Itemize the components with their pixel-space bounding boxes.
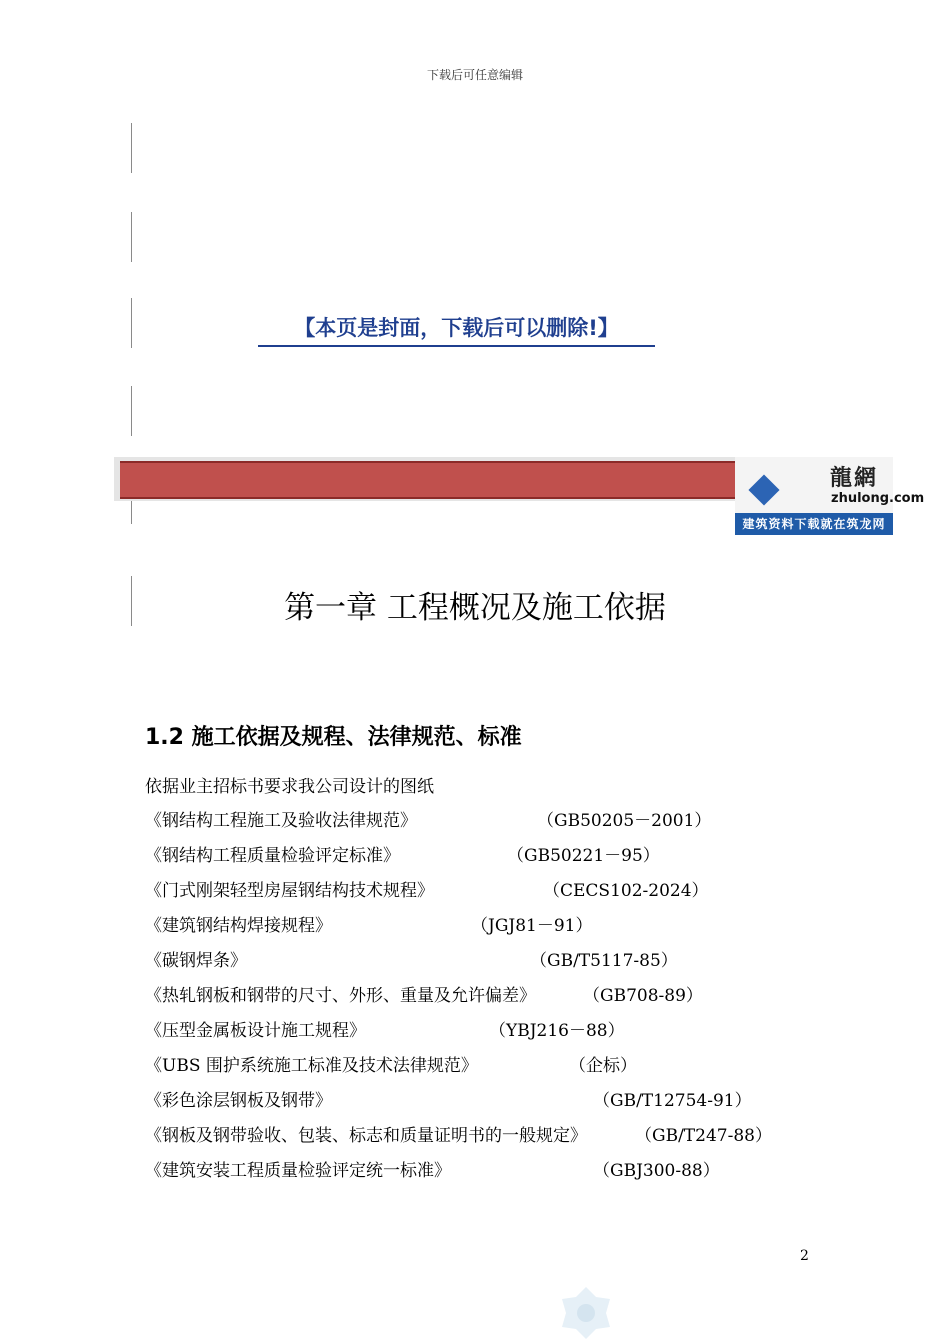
watermark-snowflake-icon xyxy=(558,1285,614,1341)
reference-code: （GBJ300-88） xyxy=(593,1161,720,1181)
reference-title: 《门式刚架轻型房屋钢结构技术规程》 xyxy=(145,881,434,901)
page-number: 2 xyxy=(800,1248,809,1264)
reference-code: （GB/T247-88） xyxy=(635,1126,772,1146)
intro-paragraph: 依据业主招标书要求我公司设计的图纸 xyxy=(145,777,434,797)
section-heading: 1.2 施工依据及规程、法律规范、标准 xyxy=(145,725,522,750)
reference-item xyxy=(145,841,845,867)
reference-title: 《压型金属板设计施工规程》 xyxy=(145,1021,366,1041)
reference-item xyxy=(145,1121,845,1147)
reference-code: （企标） xyxy=(569,1056,637,1076)
reference-item xyxy=(145,981,845,1007)
logo-diamond-icon xyxy=(748,474,779,505)
reference-code: （GB50221－95） xyxy=(507,846,660,866)
logo-name-cn: 龍網 xyxy=(830,465,879,491)
reference-title: 《钢结构工程质量检验评定标准》 xyxy=(145,846,400,866)
chapter-title: 第一章 工程概况及施工依据 xyxy=(284,590,666,626)
reference-title: 《碳钢焊条》 xyxy=(145,951,247,971)
margin-bar xyxy=(131,386,132,436)
reference-item xyxy=(145,1156,845,1182)
reference-code: （JGJ81－91） xyxy=(471,916,593,936)
margin-bar xyxy=(131,123,132,173)
reference-title: 《UBS 围护系统施工标准及技术法律规范》 xyxy=(145,1056,478,1076)
reference-item xyxy=(145,1016,845,1042)
logo-top-panel xyxy=(735,457,925,513)
margin-bar xyxy=(131,212,132,262)
red-divider-band xyxy=(120,461,834,499)
reference-title: 《热轧钢板和钢带的尺寸、外形、重量及允许偏差》 xyxy=(145,986,536,1006)
reference-title: 《钢结构工程施工及验收法律规范》 xyxy=(145,811,417,831)
cover-delete-notice[interactable]: 【本页是封面，下载后可以删除!】 xyxy=(258,312,655,347)
reference-item xyxy=(145,1051,845,1077)
reference-code: （GB/T12754-91） xyxy=(593,1091,752,1111)
zhulong-logo xyxy=(735,457,925,535)
reference-title: 《建筑安装工程质量检验评定统一标准》 xyxy=(145,1161,451,1181)
reference-item xyxy=(145,806,845,832)
reference-item xyxy=(145,946,845,972)
reference-title: 《钢板及钢带验收、包装、标志和质量证明书的一般规定》 xyxy=(145,1126,587,1146)
logo-slogan: 建筑资料下载就在筑龙网 xyxy=(735,513,893,535)
reference-code: （GB50205－2001） xyxy=(537,811,712,831)
reference-item xyxy=(145,1086,845,1112)
reference-code: （GB/T5117-85） xyxy=(530,951,678,971)
reference-title: 《彩色涂层钢板及钢带》 xyxy=(145,1091,332,1111)
reference-code: （CECS102-2024） xyxy=(543,881,709,901)
reference-item xyxy=(145,911,845,937)
reference-item xyxy=(145,876,845,902)
reference-code: （YBJ216－88） xyxy=(489,1021,625,1041)
reference-code: （GB708-89） xyxy=(583,986,703,1006)
reference-title: 《建筑钢结构焊接规程》 xyxy=(145,916,332,936)
header-note: 下载后可任意编辑 xyxy=(426,68,523,82)
logo-domain: zhulong.com xyxy=(831,491,925,506)
margin-bar xyxy=(131,298,132,348)
